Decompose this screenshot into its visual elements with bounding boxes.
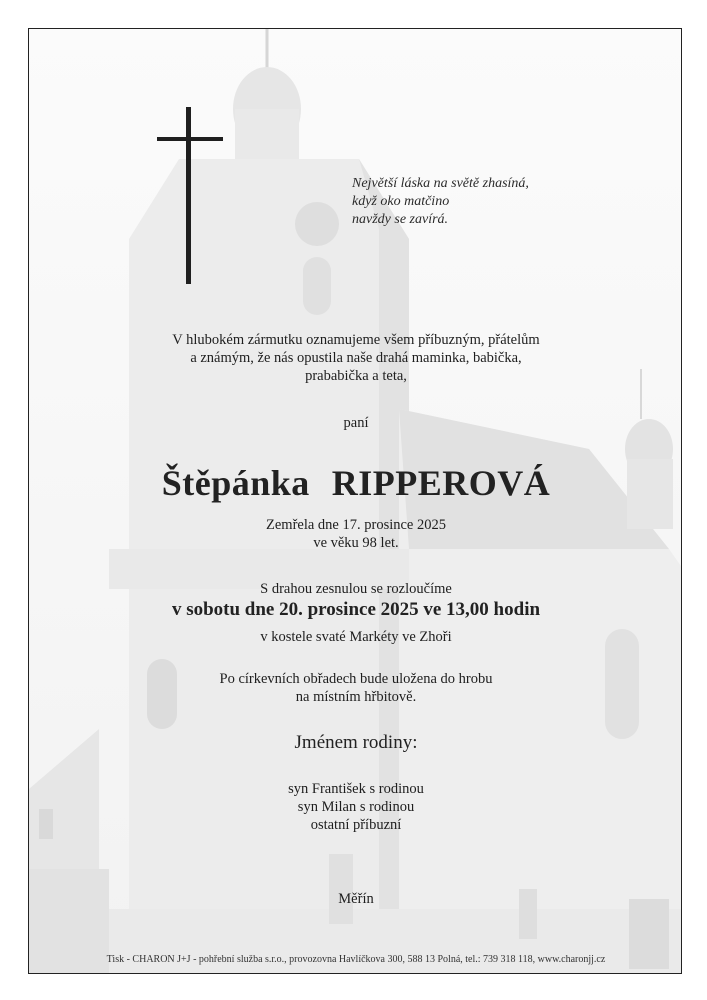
motto-line: když oko matčino xyxy=(352,194,450,209)
motto-line: Největší láska na světě zhasíná, xyxy=(352,176,529,191)
family-member: syn František s rodinou xyxy=(288,781,424,797)
death-line: ve věku 98 let. xyxy=(313,535,399,551)
family-title: Jménem rodiny: xyxy=(294,732,418,753)
honorific: paní xyxy=(343,415,369,431)
announcement-line: V hlubokém zármutku oznamujeme všem příbuzným, přátelům xyxy=(172,332,540,348)
death-line: Zemřela dne 17. prosince 2025 xyxy=(266,517,446,533)
printer-footer: Tisk - CHARON J+J - pohřební služba s.r.o., provozovna Havlíčkova 300, 588 13 Polná, tel.: 739 318 118, www.charonjj.cz xyxy=(106,954,606,965)
cross-icon xyxy=(157,107,223,284)
burial-line: na místním hřbitově. xyxy=(295,689,417,705)
town: Měřín xyxy=(338,891,374,907)
deceased-last-name: RIPPEROVÁ xyxy=(331,463,551,503)
family-member: syn Milan s rodinou xyxy=(297,799,415,815)
motto-line: navždy se zavírá. xyxy=(352,212,449,227)
obituary-card xyxy=(28,28,682,974)
farewell-intro: S drahou zesnulou se rozloučíme xyxy=(260,581,452,597)
deceased-name xyxy=(29,462,682,504)
family-list xyxy=(29,780,682,834)
announcement-line: prababička a teta, xyxy=(305,368,407,384)
farewell-place: v kostele svaté Markéty ve Zhoři xyxy=(260,629,452,645)
deceased-first-name: Štěpánka xyxy=(161,463,310,503)
motto xyxy=(352,175,529,229)
announcement-line: a známým, že nás opustila naše drahá maminka, babička, xyxy=(190,350,522,366)
announcement xyxy=(29,331,682,385)
farewell-date-time: v sobotu dne 20. prosince 2025 ve 13,00 hodin xyxy=(171,599,541,620)
burial-details xyxy=(29,670,682,706)
family-member: ostatní příbuzní xyxy=(310,817,402,833)
death-details xyxy=(29,516,682,552)
burial-line: Po církevních obřadech bude uložena do hrobu xyxy=(219,671,493,687)
